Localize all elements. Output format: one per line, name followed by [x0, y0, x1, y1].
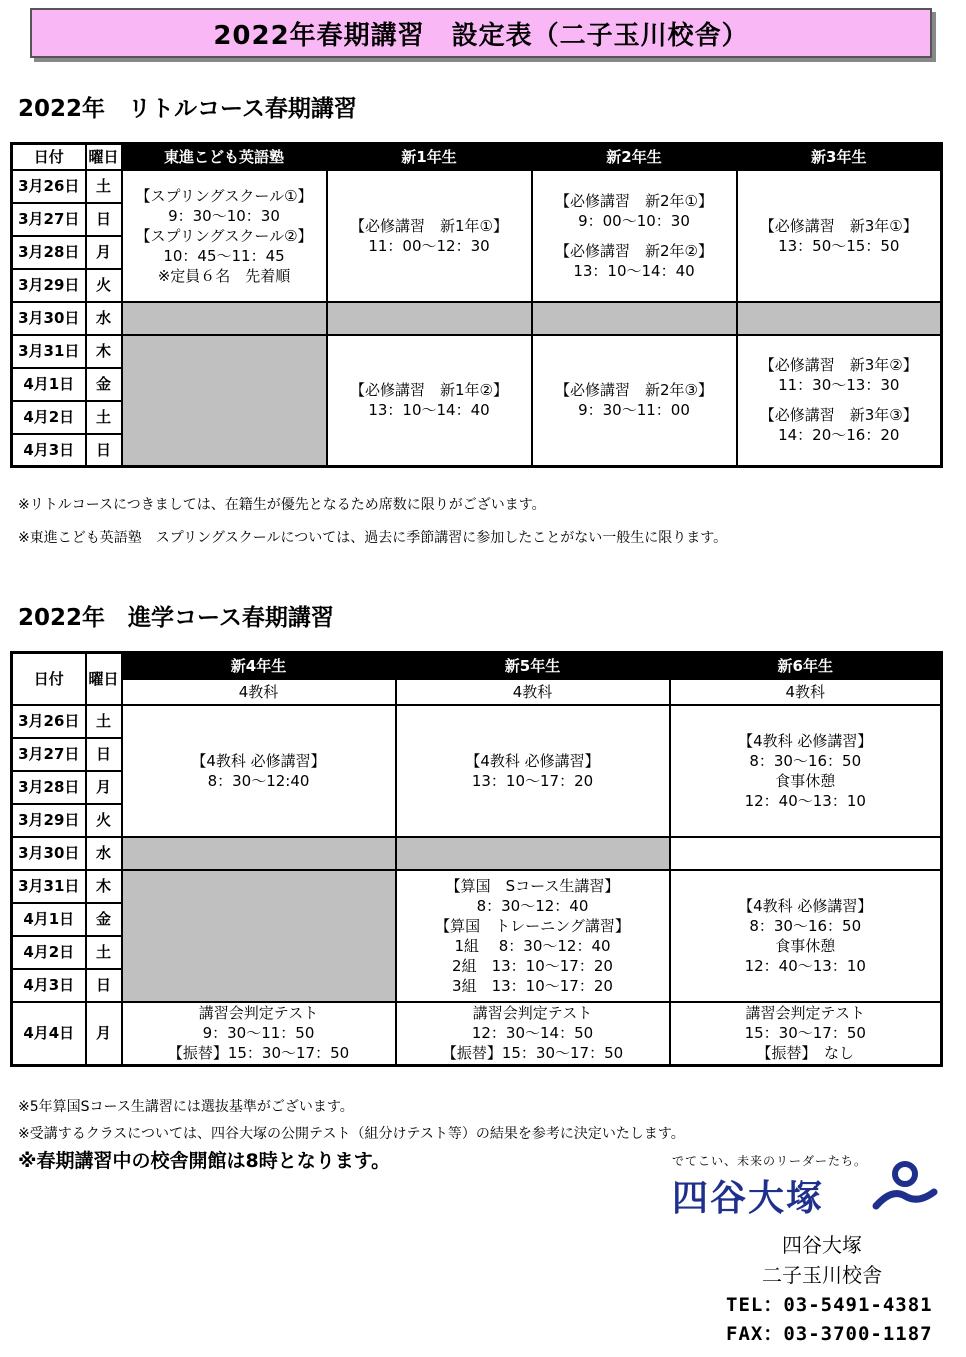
date-cell: 3月27日 — [12, 738, 86, 771]
shingaku-note-1: ※5年算国Sコース生講習には選抜基準がございます。 — [18, 1099, 354, 1115]
grade2-session3-cell: 【必修講習 新2年③】 9：30〜11：00 — [532, 335, 737, 467]
shingaku-note-2: ※受講するクラスについては、四谷大塚の公開テスト（組分けテスト等）の結果を参考に決定いたします。 — [18, 1126, 685, 1142]
dow-cell: 月 — [86, 771, 122, 804]
grade3-session23-cell: 【必修講習 新3年②】 11：30〜13：30 【必修講習 新3年③】 14：20〜16：20 — [737, 335, 942, 467]
dow-cell: 木 — [86, 870, 122, 903]
date-cell: 4月1日 — [12, 368, 86, 401]
header-date: 日付 — [12, 653, 86, 705]
header-date: 日付 — [12, 144, 86, 170]
grade4-lecture-cell: 【4教科 必修講習】 8：30〜12:40 — [122, 705, 396, 837]
dow-cell: 土 — [86, 705, 122, 738]
grade2-session12-cell: 【必修講習 新2年①】 9：00〜10：30 【必修講習 新2年②】 13：10〜14：40 — [532, 170, 737, 302]
grade1-session2-cell: 【必修講習 新1年②】 13：10〜14：40 — [327, 335, 532, 467]
dow-cell: 木 — [86, 335, 122, 368]
grade1-session1-cell: 【必修講習 新1年①】 11：00〜12：30 — [327, 170, 532, 302]
dow-cell: 月 — [86, 1002, 122, 1066]
grade6-lecture2-cell: 【4教科 必修講習】 8：30〜16：50 食事休憩 12：40〜13：10 — [670, 870, 942, 1002]
header-grade1: 新1年生 — [327, 144, 532, 170]
shingaku-course-table — [10, 651, 943, 1067]
dow-cell: 土 — [86, 936, 122, 969]
date-cell: 4月4日 — [12, 1002, 86, 1066]
little-note-2: ※東進こども英語塾 スプリングスクールについては、過去に季節講習に参加したことがない一般生に限ります。 — [18, 530, 728, 546]
little-course-table — [10, 142, 943, 468]
dow-cell: 水 — [86, 837, 122, 870]
grade3-session1-cell: 【必修講習 新3年①】 13：50〜15：50 — [737, 170, 942, 302]
brand-mascot-icon — [872, 1158, 938, 1218]
footer-tel: TEL：03-5491-4381 — [726, 1294, 933, 1316]
date-cell: 4月1日 — [12, 903, 86, 936]
footer-address — [742, 1230, 902, 1290]
footer-company: 四谷大塚 — [782, 1233, 862, 1257]
date-cell: 3月27日 — [12, 203, 86, 236]
grade5-lecture-cell: 【4教科 必修講習】 13：10〜17：20 — [396, 705, 670, 837]
closed-cell — [122, 870, 396, 1002]
dow-cell: 火 — [86, 804, 122, 837]
dow-cell: 日 — [86, 203, 122, 236]
dow-cell: 日 — [86, 434, 122, 467]
subheader-grade4: 4教科 — [122, 679, 396, 705]
closed-cell — [737, 302, 942, 335]
grade4-test-cell: 講習会判定テスト 9：30〜11：50 【振替】15：30〜17：50 — [122, 1002, 396, 1066]
date-cell: 3月26日 — [12, 170, 86, 203]
dow-cell: 水 — [86, 302, 122, 335]
dow-cell: 火 — [86, 269, 122, 302]
date-cell: 3月31日 — [12, 870, 86, 903]
date-cell: 3月28日 — [12, 236, 86, 269]
footer-branch: 二子玉川校舎 — [762, 1263, 882, 1287]
grade5-special-cell: 【算国 Sコース生講習】 8：30〜12：40 【算国 トレーニング講習】 1組 8：30〜12：40 2組 13：10〜17：20 3組 13：10〜17：20 — [396, 870, 670, 1002]
opening-time-note: ※春期講習中の校舎開館は8時となります。 — [18, 1150, 391, 1172]
date-cell: 3月28日 — [12, 771, 86, 804]
shingaku-course-heading: 2022年 進学コース春期講習 — [18, 605, 334, 631]
header-english-school: 東進こども英語塾 — [122, 144, 327, 170]
dow-cell: 土 — [86, 401, 122, 434]
empty-cell — [670, 837, 942, 870]
date-cell: 4月2日 — [12, 401, 86, 434]
brand-tagline: でてこい、未来のリーダーたち。 — [672, 1154, 868, 1168]
dow-cell: 日 — [86, 738, 122, 771]
dow-cell: 日 — [86, 969, 122, 1002]
closed-cell — [532, 302, 737, 335]
closed-cell — [327, 302, 532, 335]
header-dow: 曜日 — [86, 144, 122, 170]
closed-cell — [122, 837, 396, 870]
grade6-lecture-cell: 【4教科 必修講習】 8：30〜16：50 食事休憩 12：40〜13：10 — [670, 705, 942, 837]
closed-cell — [122, 302, 327, 335]
page-title: 2022年春期講習 設定表（二子玉川校舎） — [30, 8, 932, 58]
grade6-test-cell: 講習会判定テスト 15：30〜17：50 【振替】 なし — [670, 1002, 942, 1066]
header-dow: 曜日 — [86, 653, 122, 705]
dow-cell: 金 — [86, 368, 122, 401]
footer-contact — [726, 1291, 933, 1349]
header-grade5: 新5年生 — [396, 653, 670, 679]
little-course-heading: 2022年 リトルコース春期講習 — [18, 96, 357, 122]
date-cell: 4月3日 — [12, 969, 86, 1002]
dow-cell: 土 — [86, 170, 122, 203]
date-cell: 3月30日 — [12, 302, 86, 335]
header-grade3: 新3年生 — [737, 144, 942, 170]
header-grade6: 新6年生 — [670, 653, 942, 679]
dow-cell: 金 — [86, 903, 122, 936]
little-note-1: ※リトルコースにつきましては、在籍生が優先となるため席数に限りがございます。 — [18, 497, 546, 513]
date-cell: 4月3日 — [12, 434, 86, 467]
footer-fax: FAX：03-3700-1187 — [726, 1323, 933, 1345]
header-grade2: 新2年生 — [532, 144, 737, 170]
date-cell: 3月29日 — [12, 804, 86, 837]
date-cell: 4月2日 — [12, 936, 86, 969]
closed-cell — [396, 837, 670, 870]
closed-cell — [122, 335, 327, 467]
spring-school-cell: 【スプリングスクール①】 9：30〜10：30 【スプリングスクール②】 10：45〜11：45 ※定員６名 先着順 — [122, 170, 327, 302]
grade5-test-cell: 講習会判定テスト 12：30〜14：50 【振替】15：30〜17：50 — [396, 1002, 670, 1066]
date-cell: 3月31日 — [12, 335, 86, 368]
subheader-grade5: 4教科 — [396, 679, 670, 705]
date-cell: 3月29日 — [12, 269, 86, 302]
dow-cell: 月 — [86, 236, 122, 269]
subheader-grade6: 4教科 — [670, 679, 942, 705]
brand-logo: 四谷大塚 — [672, 1178, 825, 1219]
header-grade4: 新4年生 — [122, 653, 396, 679]
date-cell: 3月30日 — [12, 837, 86, 870]
date-cell: 3月26日 — [12, 705, 86, 738]
